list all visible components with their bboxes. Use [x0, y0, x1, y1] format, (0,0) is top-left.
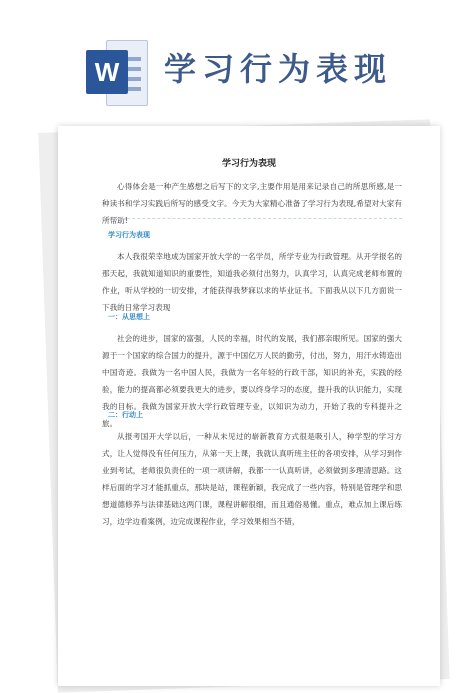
section-label: 学习行为表现 — [108, 231, 150, 239]
thought-paragraph: 社会的进步，国家的富强，人民的幸福，时代的发展，我们都亲眼所见。国家的强大源于一个国家的综合国力的提升，源于中国亿万人民的勤劳，付出，努力，用汗水铸造出中国奇迹。我做为一名中国人民，我做为一名年轻的行政干部，知识的补充，实践的经验，能力的提高都必须要我更大的进步，要以终身学习的态度，提升我的认识能力，实现我的目标。我做为国家开放大学行政管理专业，以知识为动力，开始了我的专科提升之旅。 — [102, 334, 402, 428]
intro-paragraph: 心得体会是一种产生感想之后写下的文字,主要作用是用来记录自己的所思所感,是一种读书和学习实践后所写的感受文字。今天为大家精心准备了学习行为表现,希望对大家有所帮助! — [102, 182, 402, 225]
self-intro-paragraph: 本人我很荣幸地成为国家开放大学的一名学员，所学专业为行政管理。从开学报名的那天起，我就知道知识的重要性，知道我必须付出努力，认真学习，认真完成老师布置的作业，听从学校的一切安排，才能获得我梦寐以求的毕业证书。下面我从以下几方面说一下我的日常学习表现 — [102, 252, 402, 312]
heading-action: 二：行动上 — [108, 411, 143, 419]
word-icon — [86, 40, 146, 104]
word-letter: W — [86, 50, 128, 94]
divider — [102, 218, 402, 219]
document-title: 学习行为表现 — [221, 159, 276, 169]
banner-title: 学习行为表现 — [164, 50, 393, 88]
heading-thought: 一：从思想上 — [108, 313, 150, 321]
banner — [0, 0, 474, 125]
document-page — [58, 126, 440, 686]
action-paragraph: 从报考国开大学以后，一种从未见过的崭新教育方式很是吸引人，种学型的学习方式，让人觉得没有任何压力，从第一天上课，我就认真听班主任的各项安排，从学习到作业到考试，老师很负责任的一项一项讲解，我都一一认真听讲，必须做到多理清思路。这样后面的学习才能抓重点，那块是站，课程新颖，我完成了一些内容，特别是管理学和思想道德修养与法律基础这两门课，课程讲解很细，而且通俗易懂。重点，难点加上课后练习，边学边看案例，边完成课程作业，学习效果相当不错， — [102, 432, 402, 526]
